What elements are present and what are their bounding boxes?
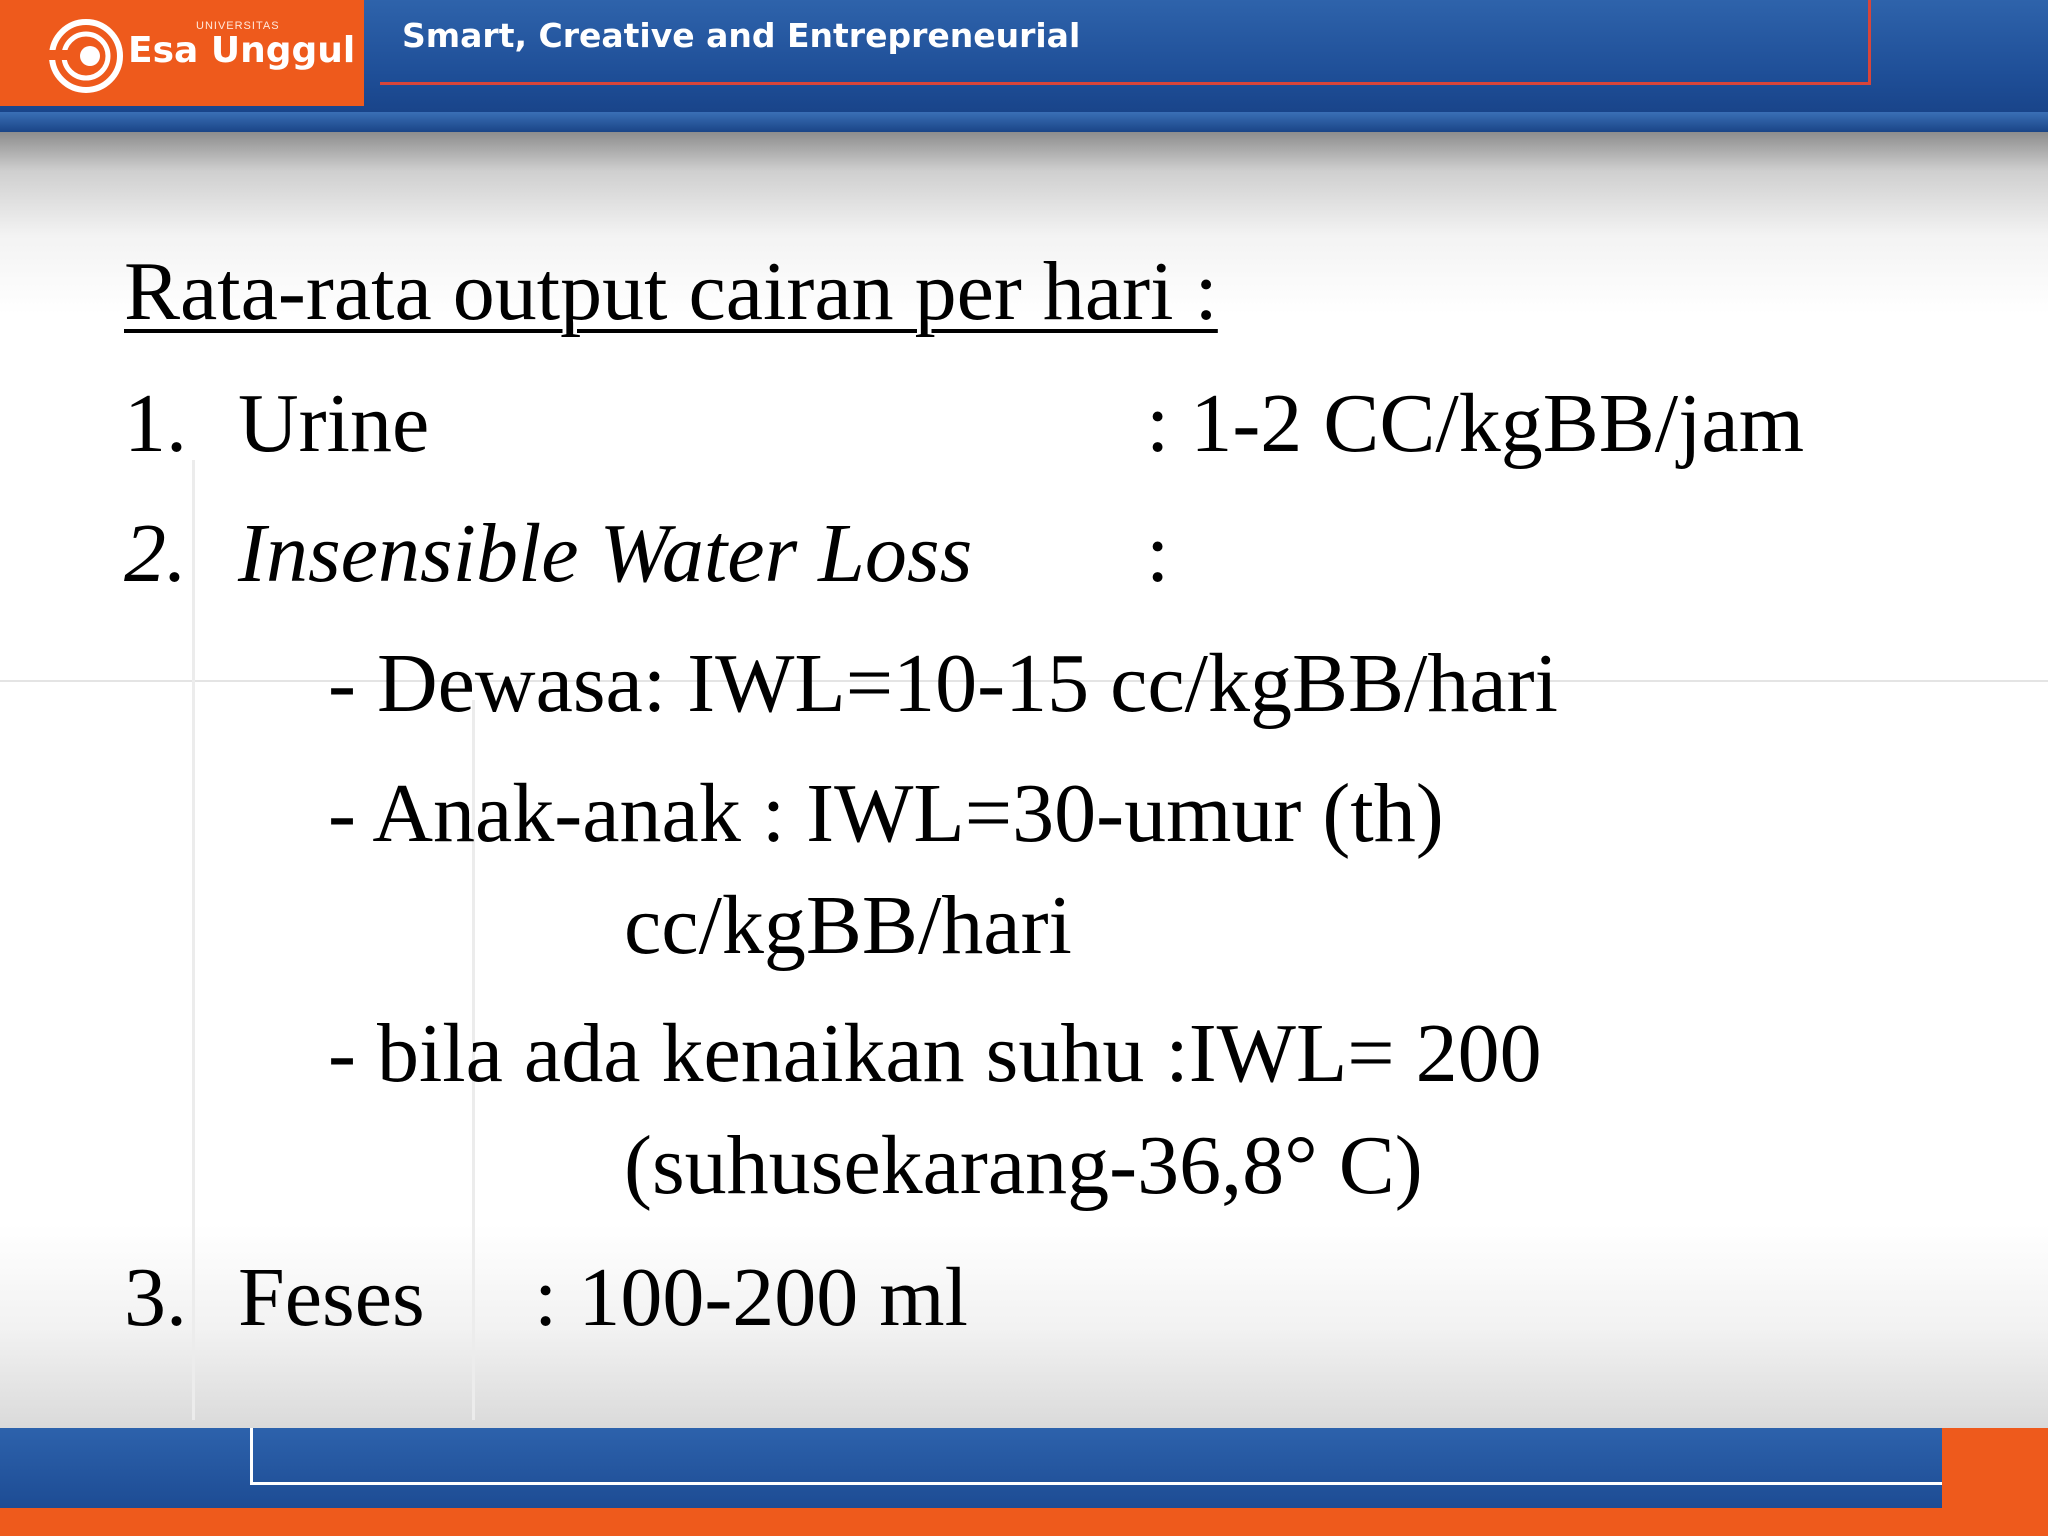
footer-orange-strip (0, 1508, 2048, 1536)
esa-unggul-logo-icon (46, 16, 126, 96)
header-tagline: Smart, Creative and Entrepreneurial (402, 16, 1081, 55)
sub-item-suhu-line-2: (suhusekarang-36,8° C) (624, 1119, 1423, 1212)
footer-accent (1942, 1428, 2048, 1508)
footer-frame (250, 1428, 1943, 1485)
sub-item-dewasa: - Dewasa: IWL=10-15 cc/kgBB/hari (328, 637, 1558, 730)
logo-box (0, 0, 364, 106)
header-stripe (0, 112, 2048, 132)
logo-university-label: UNIVERSITAS (196, 20, 280, 32)
logo-name: Esa Unggul (128, 30, 356, 71)
item-3-label: Feses (238, 1251, 425, 1344)
item-1-value: : 1-2 CC/kgBB/jam (1146, 377, 1805, 470)
sub-item-suhu-line-1: - bila ada kenaikan suhu :IWL= 200 (328, 1007, 1542, 1100)
item-1-label: Urine (238, 377, 430, 470)
header-divider-vertical (1868, 0, 1871, 85)
item-1-number: 1. (124, 377, 187, 470)
decorative-line-vertical (192, 460, 195, 1420)
item-3-value: : 100-200 ml (534, 1251, 968, 1344)
item-2-number: 2. (124, 507, 187, 600)
slide-title: Rata-rata output cairan per hari : (124, 245, 1218, 338)
sub-item-anak-line-1: - Anak-anak : IWL=30-umur (th) (328, 767, 1444, 860)
item-2-colon: : (1146, 507, 1170, 600)
item-2-label: Insensible Water Loss (238, 507, 973, 600)
sub-item-anak-line-2: cc/kgBB/hari (624, 879, 1072, 972)
item-3-number: 3. (124, 1251, 187, 1344)
header-divider (380, 82, 1868, 85)
